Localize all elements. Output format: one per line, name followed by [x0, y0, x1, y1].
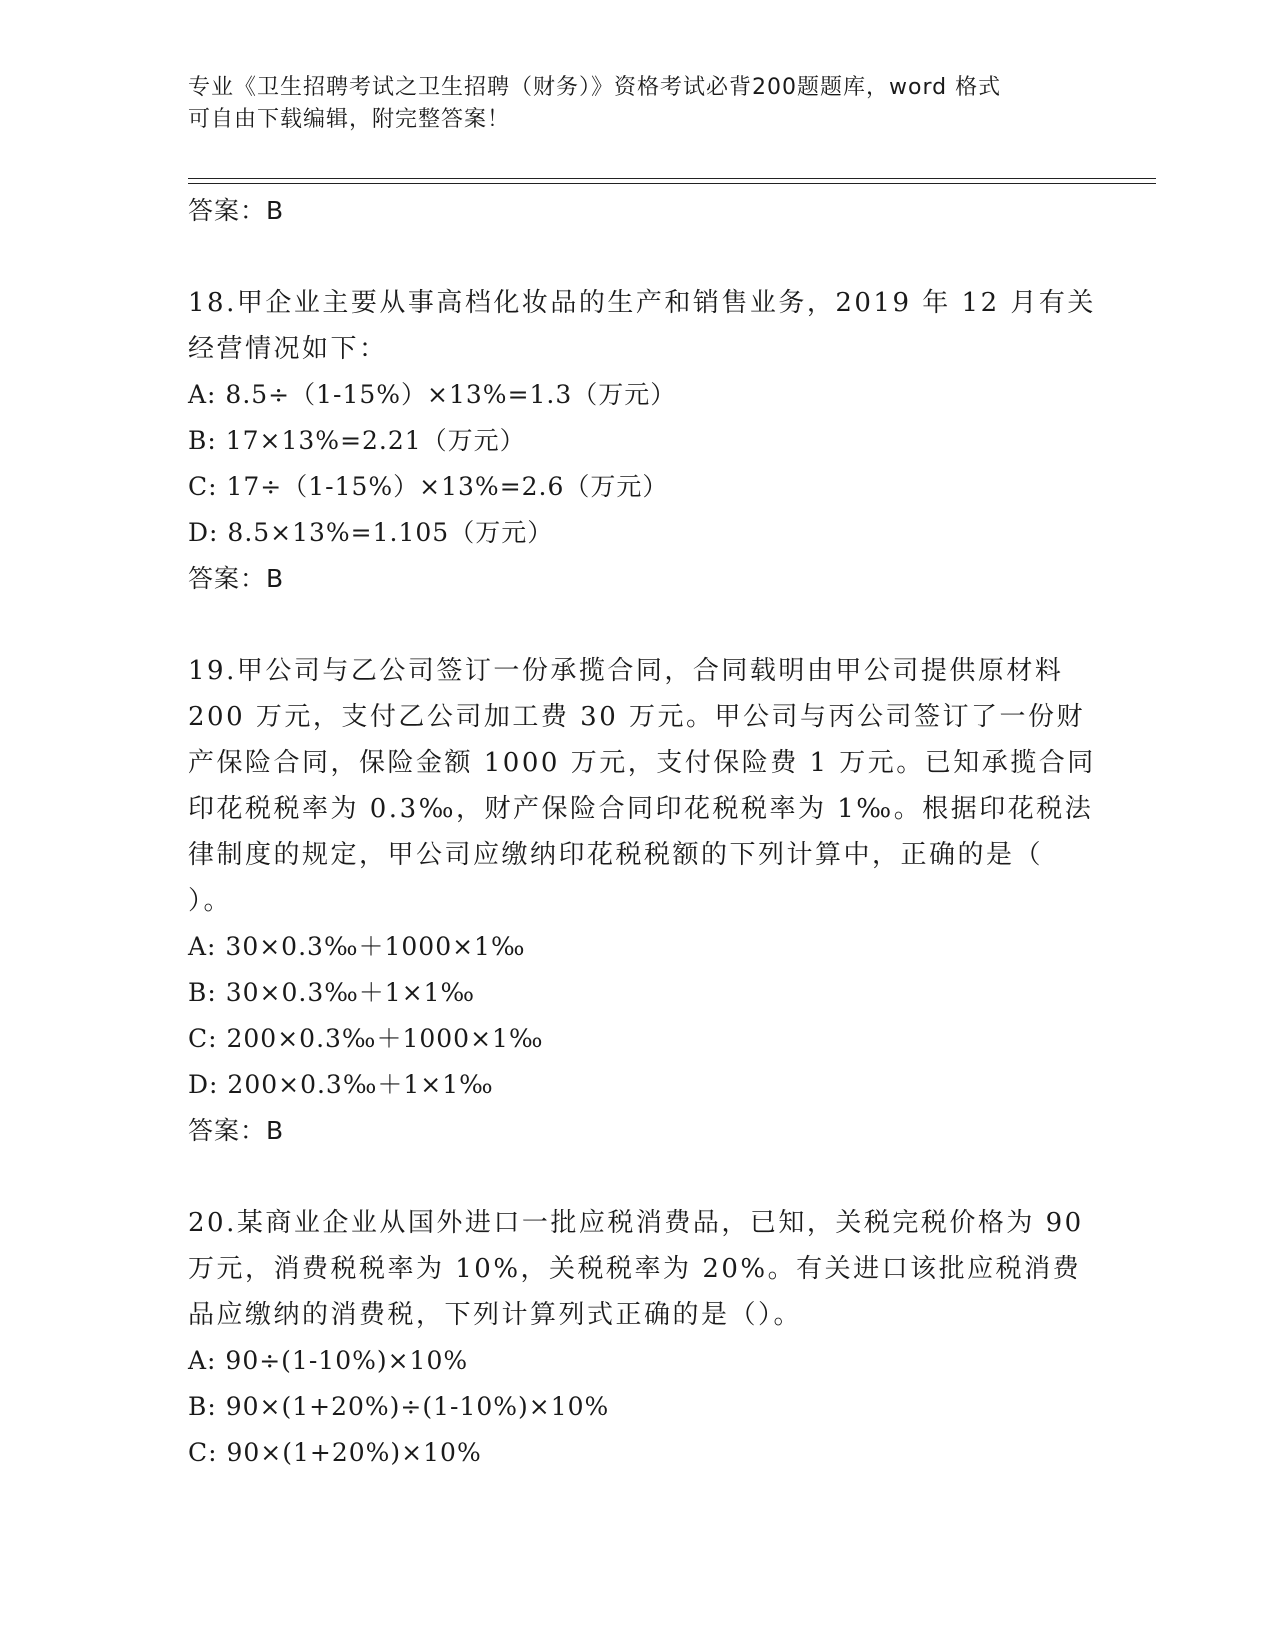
answer-19: 答案：B: [188, 1116, 285, 1145]
question-19-line-1: 19.甲公司与乙公司签订一份承揽合同，合同载明由甲公司提供原材料: [188, 656, 1064, 686]
question-19-line-4: 印花税税率为 0.3‰，财产保险合同印花税税率为 1‰。根据印花税法: [188, 794, 1094, 824]
question-19: [188, 648, 1096, 1154]
answer-18: 答案：B: [188, 564, 285, 593]
question-18-option-c: C: 17÷（1-15%）×13%=2.6（万元）: [188, 472, 669, 501]
question-18-option-b: B: 17×13%=2.21（万元）: [188, 426, 526, 455]
header-rule-bottom: [188, 183, 1156, 184]
question-20-line-3: 品应缴纳的消费税，下列计算列式正确的是（）。: [188, 1300, 803, 1330]
document-body: [188, 188, 1096, 1476]
question-19-option-b: B: 30×0.3‰＋1×1‰: [188, 978, 476, 1007]
question-18-line-2: 经营情况如下：: [188, 334, 388, 364]
header-line-2: 可自由下载编辑，附完整答案！: [188, 107, 511, 132]
question-18-option-d: D: 8.5×13%=1.105（万元）: [188, 518, 554, 547]
answer-17: 答案：B: [188, 196, 285, 225]
question-18-line-1: 18.甲企业主要从事高档化妆品的生产和销售业务，2019 年 12 月有关: [188, 288, 1096, 318]
question-18: [188, 280, 1096, 602]
question-20-option-a: A: 90÷(1-10%)×10%: [188, 1346, 469, 1375]
question-18-option-a: A: 8.5÷（1-15%）×13%=1.3（万元）: [188, 380, 677, 409]
question-19-line-6: ）。: [188, 886, 233, 916]
question-19-option-d: D: 200×0.3‰＋1×1‰: [188, 1070, 494, 1099]
document-header: [188, 72, 1088, 136]
question-20-line-2: 万元，消费税税率为 10%，关税税率为 20%。有关进口该批应税消费: [188, 1254, 1082, 1284]
header-rule-top: [188, 178, 1156, 179]
question-20-option-c: C: 90×(1+20%)×10%: [188, 1438, 482, 1467]
question-20-option-b: B: 90×(1+20%)÷(1-10%)×10%: [188, 1392, 610, 1421]
question-19-line-5: 律制度的规定，甲公司应缴纳印花税税额的下列计算中，正确的是（: [188, 840, 1044, 870]
question-19-line-2: 200 万元，支付乙公司加工费 30 万元。甲公司与丙公司签订了一份财: [188, 702, 1086, 732]
question-19-option-a: A: 30×0.3‰＋1000×1‰: [188, 932, 526, 961]
question-19-line-3: 产保险合同，保险金额 1000 万元，支付保险费 1 万元。已知承揽合同: [188, 748, 1096, 778]
header-line-1: 专业《卫生招聘考试之卫生招聘（财务）》资格考试必背200题题库，word 格式: [188, 75, 1002, 100]
question-20-line-1: 20.某商业企业从国外进口一批应税消费品，已知，关税完税价格为 90: [188, 1208, 1084, 1238]
question-19-option-c: C: 200×0.3‰＋1000×1‰: [188, 1024, 544, 1053]
question-20: [188, 1200, 1088, 1476]
